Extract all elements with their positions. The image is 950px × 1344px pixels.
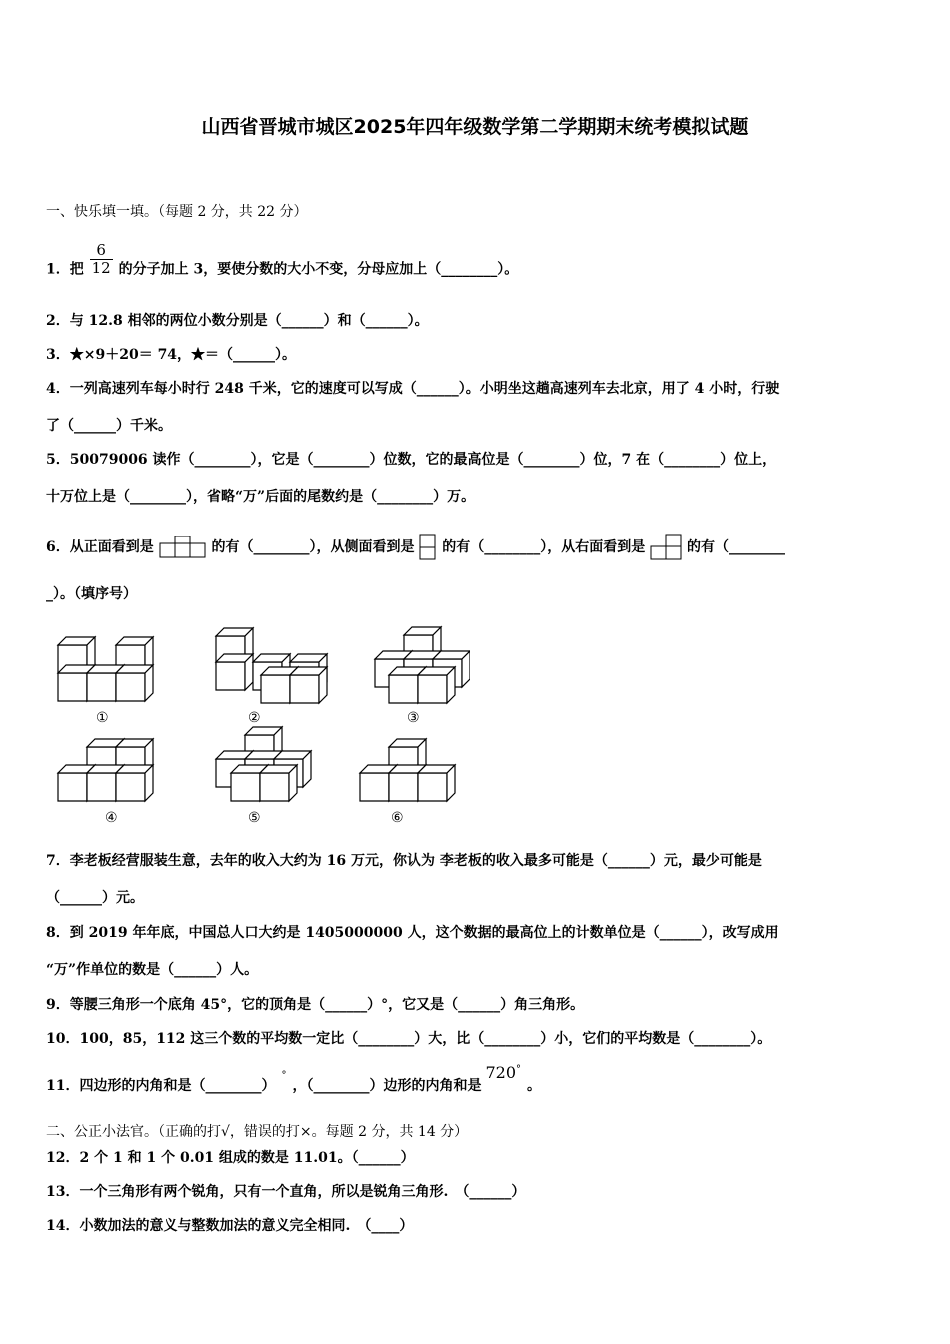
question-8-line-2: “万”作单位的数是（______）人。 [46,962,259,978]
q6-part-3: 的有（________），从右面看到是 [442,539,646,555]
figure-4 [58,739,153,801]
question-5-line-2: 十万位上是（________），省略“万”后面的尾数约是（________）万。 [46,489,476,505]
degree-symbol-1: ° [281,1070,287,1081]
fraction [90,242,113,277]
question-2: 2．与 12.8 相邻的两位小数分别是（______）和（______）。 [46,313,429,329]
question-14: 14．小数加法的意义与整数加法的意义完全相同. （____） [46,1218,414,1234]
q6-part-1: 6．从正面看到是 [46,539,154,555]
cube-figures [50,625,470,840]
question-3: 3．★×9＋20＝ 74，★＝（______）。 [46,347,297,363]
right-view-icon [650,534,682,560]
figure-6 [360,739,455,801]
q6-part-4: 的有（________ [687,539,785,555]
figure-2 [216,628,327,703]
q11-part-2: ，（________）边形的内角和是 [292,1078,482,1094]
degree-symbol-2: ° [516,1064,522,1075]
question-4-line-2: 了（______）千米。 [46,418,172,434]
q11-part-3: 。 [527,1078,542,1094]
figure-1 [58,637,153,701]
question-11 [46,1063,542,1098]
figure-label-5: ⑤ [248,810,261,826]
question-4-line-1: 4．一列高速列车每小时行 248 千米，它的速度可以写成（______）。小明坐这趟高速列车去北京，用了 4 小时，行驶 [46,381,780,397]
question-7-line-1: 7．李老板经营服装生意，去年的收入大约为 16 万元，你认为 李老板的收入最多可能是（______）元，最少可能是 [46,853,762,869]
q11-part-1: 11．四边形的内角和是（________） [46,1078,276,1094]
q6-part-2: 的有（________），从侧面看到是 [211,539,415,555]
q1-pre: 1．把 [46,261,84,278]
question-12: 12．2 个 1 和 1 个 0.01 组成的数是 11.01。（______） [46,1150,415,1166]
q1-post: 的分子加上 3，要使分数的大小不变，分母应加上（________）。 [118,261,519,278]
angle-value: 720 [485,1063,517,1082]
figure-label-1: ① [96,710,109,726]
question-5-line-1: 5．50079006 读作（________），它是（________）位数，它的最高位是（________）位，7 在（________）位上， [46,452,777,468]
figure-label-6: ⑥ [391,810,404,826]
question-8-line-1: 8．到 2019 年年底，中国总人口大约是 1405000000 人，这个数据的最高位上的计数单位是（______），改写成用 [46,925,779,941]
front-view-icon [159,536,207,558]
question-13: 13．一个三角形有两个锐角，只有一个直角，所以是锐角三角形. （______） [46,1184,526,1200]
figure-label-2: ② [248,710,261,726]
question-1 [46,241,519,287]
question-7-line-2: （______）元。 [46,890,144,906]
section-1-heading: 一、快乐填一填。（每题 2 分，共 22 分） [46,204,308,220]
figure-3 [375,627,470,703]
section-2-heading: 二、公正小法官。（正确的打√，错误的打×。每题 2 分，共 14 分） [46,1124,469,1140]
question-10: 10．100，85，112 这三个数的平均数一定比（________）大，比（________）小，它们的平均数是（________）。 [46,1031,772,1047]
figure-label-3: ③ [407,710,420,726]
figure-label-4: ④ [105,810,118,826]
side-view-icon [419,534,437,560]
question-6-line-2: _）。（填序号） [46,586,137,602]
fraction-numerator: 6 [90,242,113,260]
figure-5 [216,727,311,801]
page-title: 山西省晋城市城区2025年四年级数学第二学期期末统考模拟试题 [201,116,749,138]
fraction-denominator: 12 [91,259,111,277]
question-9: 9．等腰三角形一个底角 45°，它的顶角是（______）°，它又是（______）角三角形。 [46,997,585,1013]
question-6 [46,534,785,560]
